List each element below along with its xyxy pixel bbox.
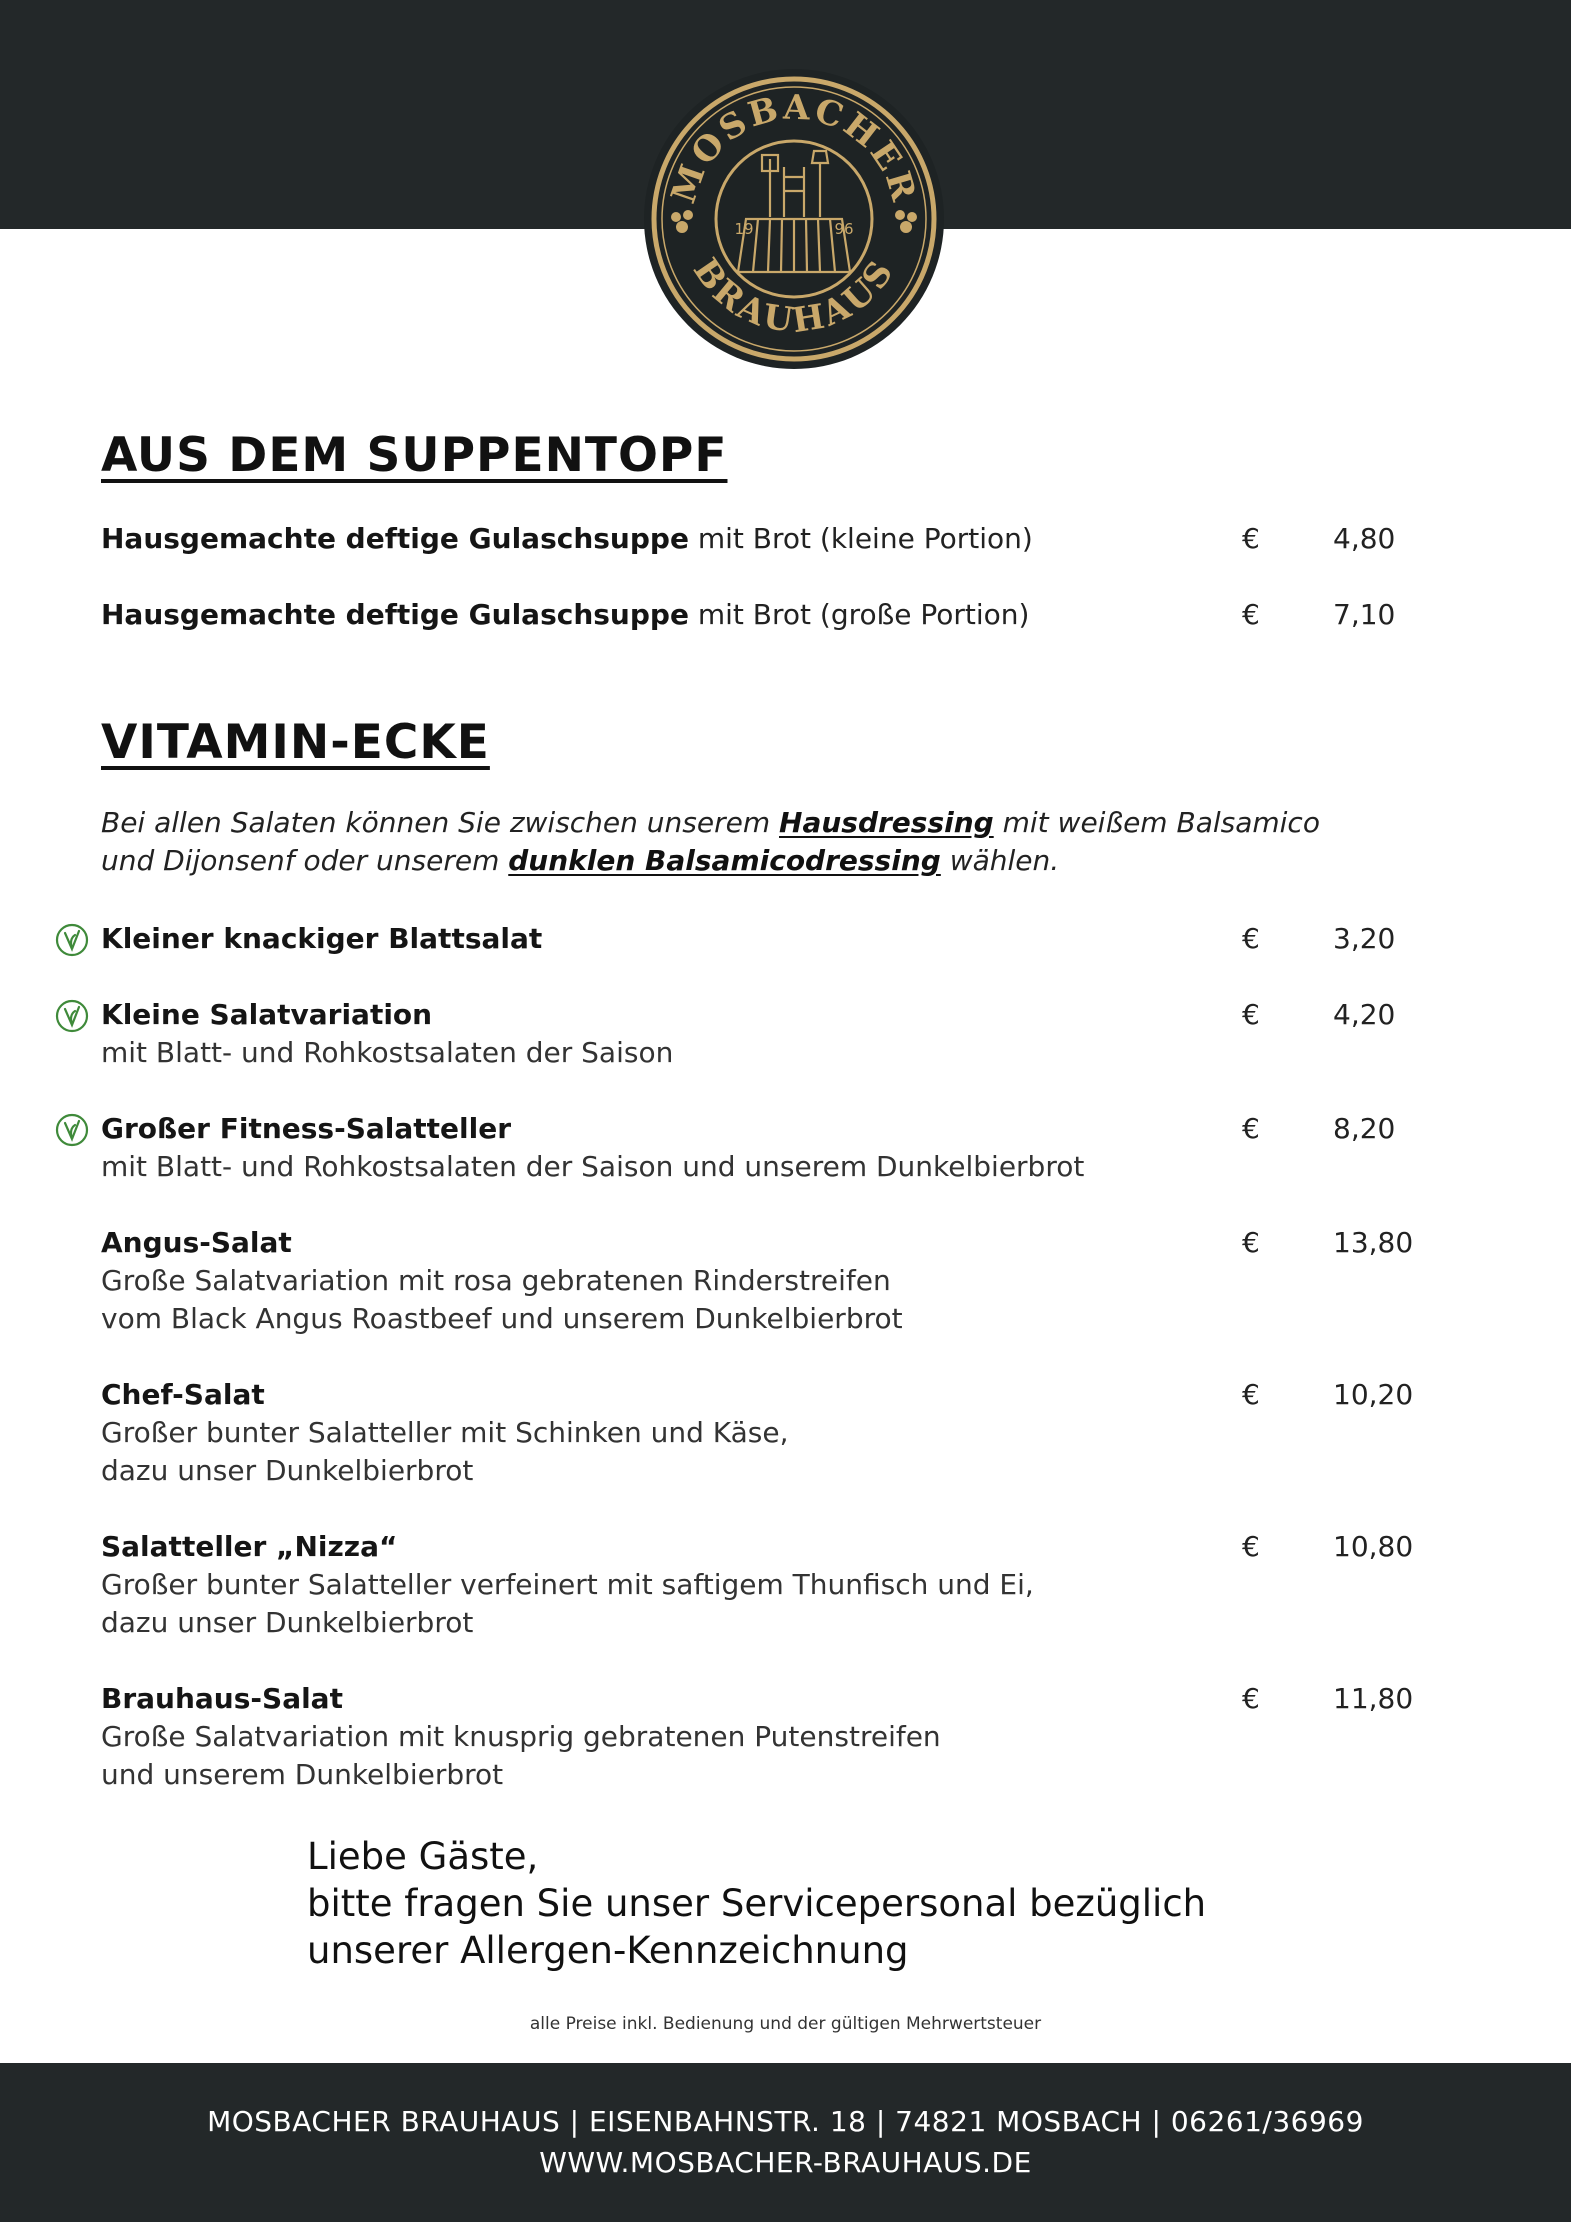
item-price: 7,10 (1333, 598, 1396, 631)
item-name: Großer Fitness-Salatteller (101, 1112, 512, 1145)
dressing-intro (101, 804, 1441, 880)
item-name: Hausgemachte deftige Gulaschsuppe (101, 598, 689, 631)
item-price: 4,20 (1333, 998, 1396, 1031)
menu-item-chef-salat (101, 1376, 1481, 1490)
menu-item-kleine-salatvariation (101, 996, 1481, 1072)
item-extra: mit Brot (große Portion) (688, 598, 1030, 631)
menu-item-soup-large (101, 596, 1481, 634)
vegan-icon (55, 999, 89, 1033)
currency-symbol: € (1242, 522, 1260, 555)
menu-item-angus-salat (101, 1224, 1481, 1338)
footer-band (0, 2063, 1571, 2222)
notice-line: unserer Allergen-Kennzeichnung (307, 1929, 909, 1972)
currency-symbol: € (1242, 1378, 1260, 1411)
footer-address: MOSBACHER BRAUHAUS | EISENBAHNSTR. 18 | 74821 MOSBACH | 06261/36969 (207, 2105, 1364, 2138)
logo-top-text: MOSBACHER (663, 87, 925, 209)
item-name: Brauhaus-Salat (101, 1682, 343, 1715)
logo-seal (642, 67, 947, 372)
item-description: und unserem Dunkelbierbrot (101, 1758, 504, 1791)
logo-bottom-text: BRAUHAUS (684, 251, 903, 342)
item-description: vom Black Angus Roastbeef und unserem Dunkelbierbrot (101, 1302, 903, 1335)
currency-symbol: € (1242, 1682, 1260, 1715)
brewery-logo (642, 67, 947, 372)
allergen-notice (307, 1833, 1307, 1974)
item-description: mit Blatt- und Rohkostsalaten der Saison und unserem Dunkelbierbrot (101, 1150, 1085, 1183)
item-price: 13,80 (1333, 1226, 1414, 1259)
section-title-salads: VITAMIN-ECKE (101, 715, 490, 770)
logo-year-right: 96 (834, 220, 854, 238)
item-name: Hausgemachte deftige Gulaschsuppe (101, 522, 689, 555)
currency-symbol: € (1242, 1226, 1260, 1259)
intro-text: wählen. (940, 844, 1060, 877)
footer-website: WWW.MOSBACHER-BRAUHAUS.DE (539, 2146, 1032, 2179)
intro-text: und Dijonsenf oder unserem (101, 844, 509, 877)
intro-text: mit weißem Balsamico (993, 806, 1320, 839)
item-name: Angus-Salat (101, 1226, 292, 1259)
section-title-soups: AUS DEM SUPPENTOPF (101, 428, 728, 483)
currency-symbol: € (1242, 922, 1260, 955)
item-extra: mit Brot (kleine Portion) (688, 522, 1033, 555)
item-name: Kleine Salatvariation (101, 998, 433, 1031)
item-price: 4,80 (1333, 522, 1396, 555)
intro-highlight-balsamico: dunklen Balsamicodressing (508, 844, 941, 877)
vegan-icon (55, 1113, 89, 1147)
menu-item-salatteller-nizza (101, 1528, 1481, 1642)
notice-line: bitte fragen Sie unser Servicepersonal bezüglich (307, 1882, 1207, 1925)
menu-item-fitness-salatteller (101, 1110, 1481, 1186)
currency-symbol: € (1242, 1112, 1260, 1145)
menu-item-soup-small (101, 520, 1481, 558)
item-description: dazu unser Dunkelbierbrot (101, 1606, 474, 1639)
vat-note: alle Preise inkl. Bedienung und der gültigen Mehrwertsteuer (529, 2014, 1042, 2034)
item-name: Salatteller „Nizza“ (101, 1530, 398, 1563)
logo-year-left: 19 (734, 220, 754, 238)
item-price: 3,20 (1333, 922, 1396, 955)
intro-text: Bei allen Salaten können Sie zwischen unserem (101, 806, 780, 839)
notice-line: Liebe Gäste, (307, 1835, 539, 1878)
item-price: 11,80 (1333, 1682, 1414, 1715)
item-description: Großer bunter Salatteller mit Schinken und Käse, (101, 1416, 789, 1449)
item-name: Kleiner knackiger Blattsalat (101, 922, 543, 955)
item-price: 8,20 (1333, 1112, 1396, 1145)
currency-symbol: € (1242, 998, 1260, 1031)
item-name: Chef-Salat (101, 1378, 265, 1411)
item-description: Große Salatvariation mit knusprig gebratenen Putenstreifen (101, 1720, 941, 1753)
item-description: Großer bunter Salatteller verfeinert mit saftigem Thunfisch und Ei, (101, 1568, 1034, 1601)
intro-highlight-hausdressing: Hausdressing (779, 806, 994, 839)
vegan-icon (55, 923, 89, 957)
menu-item-blattsalat (101, 920, 1481, 958)
item-price: 10,20 (1333, 1378, 1414, 1411)
menu-item-brauhaus-salat (101, 1680, 1481, 1794)
currency-symbol: € (1242, 1530, 1260, 1563)
item-price: 10,80 (1333, 1530, 1414, 1563)
item-description: dazu unser Dunkelbierbrot (101, 1454, 474, 1487)
item-description: Große Salatvariation mit rosa gebratenen Rinderstreifen (101, 1264, 891, 1297)
item-description: mit Blatt- und Rohkostsalaten der Saison (101, 1036, 674, 1069)
currency-symbol: € (1242, 598, 1260, 631)
